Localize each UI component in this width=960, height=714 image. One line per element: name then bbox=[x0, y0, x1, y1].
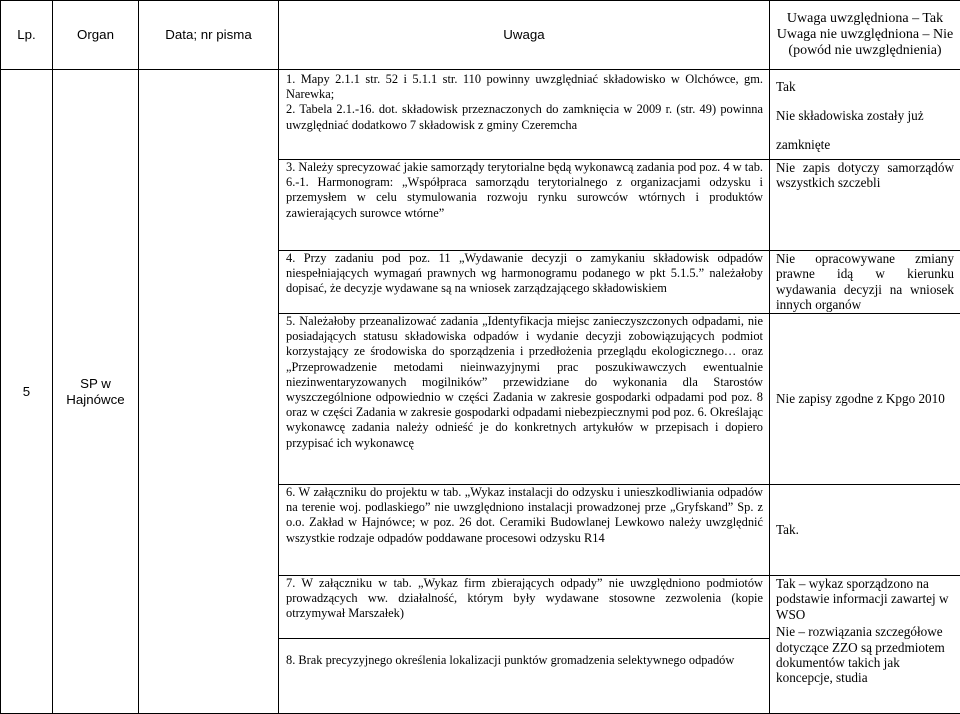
response-text: Nie zapisy zgodne z Kpgo 2010 bbox=[776, 391, 954, 406]
response-text: Nie zapis dotyczy samorządów wszystkich szczebli bbox=[776, 160, 954, 191]
remark-8 bbox=[279, 639, 770, 714]
response-text: Tak Nie składowiska zostały już zamknięte bbox=[776, 72, 954, 159]
response-4 bbox=[770, 251, 960, 314]
remark-text: 6. W załączniku do projektu w tab. „Wykaz instalacji do odzysku i unieszkodliwiania odpadów na terenie woj. podlaskiego” nie uwzględniono instalacji prowadzonej prze „Gryfskand” Sp. z o.o. Zakład w Hajnówce; w poz. 26 dot. Ceramiki Budowlanej Lewkowo należy uwzględnić wszystkie rodzaje odpadów poddawane procesowi odzysku R14 bbox=[286, 485, 763, 546]
header-lp: Lp. bbox=[1, 1, 53, 70]
remark-5 bbox=[279, 314, 770, 485]
response-5 bbox=[770, 314, 960, 485]
row-organ: SP w Hajnówce bbox=[53, 70, 139, 714]
remark-text: 5. Należałoby przeanalizować zadania „Identyfikacja miejsc zanieczyszczonych odpadami, nie posiadających statusu składowiska odpadów i wydanie decyzji zobowiązujących podmiot korzystający ze środowiska do sporządzenia i przedłożenia przeglądu ekologicznego… oraz „Przeprowadzenie metodami nieinwazyjnymi prac poszukiwawczych ewentualnie niezinwentaryzowanych mogilników” przewidziane do wykonania dla Starostów wyszczególnione odpowiednio w części Zadania w zakresie gospodarki odpadami pod poz. 8 oraz w części Zadania w zakresie gospodarki odpadami niebezpiecznymi pod poz. 6. Określając wykonawcę zadania należy odnieść je do konkretnych artykułów w przepisach i dopiero przypisać ich wykonawcę bbox=[286, 314, 763, 451]
remark-3 bbox=[279, 160, 770, 251]
table-row bbox=[1, 70, 960, 160]
response-text: Tak. bbox=[776, 522, 954, 537]
remark-1-2 bbox=[279, 70, 770, 160]
remark-text: 3. Należy sprecyzować jakie samorządy terytorialne będą wykonawcą zadania pod poz. 4 w tab. 6.-1. Harmonogram: „Współpraca samorządu terytorialnego z organizacjami odzysku i przemysłem w celu stymulowania rozwoju rynku surowców wtórnych i produktów zawierających surowce wtórne” bbox=[286, 160, 763, 221]
response-6 bbox=[770, 485, 960, 576]
response-text: Nie opracowywane zmiany prawne idą w kierunku wydawania decyzji na wniosek innych organów bbox=[776, 251, 954, 313]
header-response: Uwaga uwzględniona – Tak Uwaga nie uwzględniona – Nie (powód nie uwzględnienia) bbox=[770, 1, 960, 70]
row-lp: 5 bbox=[1, 70, 53, 714]
remark-text: 4. Przy zadaniu pod poz. 11 „Wydawanie decyzji o zamykaniu składowisk odpadów niespełniających wymagań prawnych wg harmonogramu podanego w pkt 5.1.5.” należałoby dopisać, że decyzje wydawane są na wniosek zarządzającego składowiskiem bbox=[286, 251, 763, 297]
response-3 bbox=[770, 160, 960, 251]
header-organ: Organ bbox=[53, 1, 139, 70]
response-7 bbox=[770, 576, 960, 714]
row-date-ref bbox=[139, 70, 279, 714]
response-1-2 bbox=[770, 70, 960, 160]
header-remark: Uwaga bbox=[279, 1, 770, 70]
response-text: Nie – rozwiązania szczegółowe dotyczące ZZO są przedmiotem dokumentów takich jak koncepcje, studia bbox=[776, 624, 954, 686]
header-date-ref: Data; nr pisma bbox=[139, 1, 279, 70]
response-text: Tak – wykaz sporządzono na podstawie informacji zawartej w WSO bbox=[776, 576, 954, 622]
remark-text: 8. Brak precyzyjnego określenia lokalizacji punktów gromadzenia selektywnego odpadów bbox=[286, 653, 763, 668]
remark-6 bbox=[279, 485, 770, 576]
remark-text: 7. W załączniku w tab. „Wykaz firm zbierających odpady” nie uwzględniono podmiotów prowadzących ww. działalność, którym były wydawane stosowne zezwolenia (kopie otrzymywał Marszałek) bbox=[286, 576, 763, 622]
remark-7 bbox=[279, 576, 770, 639]
table-header-row bbox=[1, 1, 960, 70]
remark-4 bbox=[279, 251, 770, 314]
remark-text: 1. Mapy 2.1.1 str. 52 i 5.1.1 str. 110 powinny uwzględniać składowisko w Olchówce, gm. Narewka; 2. Tabela 2.1.-16. dot. składowisk przeznaczonych do zamknięcia w 2009 r. (str. 49) powinna uwzględniać dodatkowo 7 składowisk z gminy Czeremcha bbox=[286, 72, 763, 133]
